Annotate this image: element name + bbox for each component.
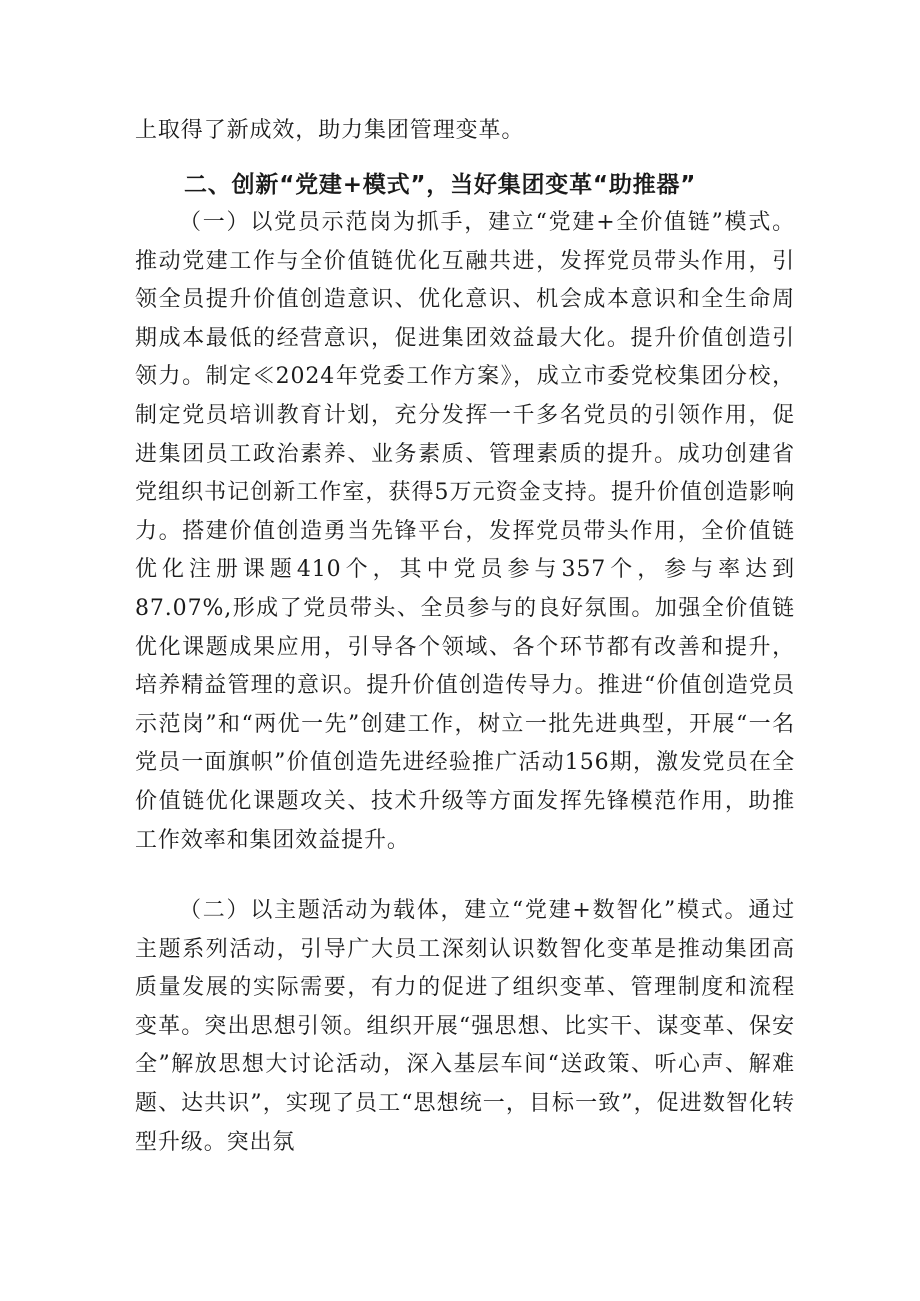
paragraph-party-building-digital: （二）以主题活动为载体，建立“党建+数智化”模式。通过主题系列活动，引导广大员工深刻认识数智化变革是推动集团高质量发展的实际需要，有力的促进了组织变革、管理制度和流程变革。突出思想引领。组织开展“强思想、比实干、谋变革、保安全”解放思想大讨论活动，深入基层车间“送政策、听心声、解难题、达共识”，实现了员工“思想统一，目标一致”，促进数智化转型升级。突出氛 xyxy=(135,898,795,1155)
paragraph-continuation: 上取得了新成效，助力集团管理变革。 xyxy=(135,118,525,143)
section-heading: 二、创新“党建+模式”，当好集团变革“助推器” xyxy=(184,172,697,198)
paragraph-party-building-value-chain: （一）以党员示范岗为抓手，建立“党建+全价值链”模式。推动党建工作与全价值链优化互融共进，发挥党员带头作用，引领全员提升价值创造意识、优化意识、机会成本意识和全生命周期成本最低的经营意识，促进集团效益最大化。提升价值创造引领力。制定≪2024年党委工作方案》，成立市委党校集团分校，制定党员培训教育计划，充分发挥一千多名党员的引领作用，促进集团员工政治素养、业务素质、管理素质的提升。成功创建省党组织书记创新工作室，获得5万元资金支持。提升价值创造影响力。搭建价值创造勇当先锋平台，发挥党员带头作用，全价值链优化注册课题410个，其中党员参与357个，参与率达到87.07%,形成了党员带头、全员参与的良好氛围。加强全价值链优化课题成果应用，引导各个领域、各个环节都有改善和提升，培养精益管理的意识。提升价值创造传导力。推进“价值创造党员示范岗”和“两优一先”创建工作，树立一批先进典型，开展“一名党员一面旗帜”价值创造先进经验推广活动156期，激发党员在全价值链优化课题攻关、技术升级等方面发挥先锋模范作用，助推工作效率和集团效益提升。 xyxy=(135,210,795,853)
